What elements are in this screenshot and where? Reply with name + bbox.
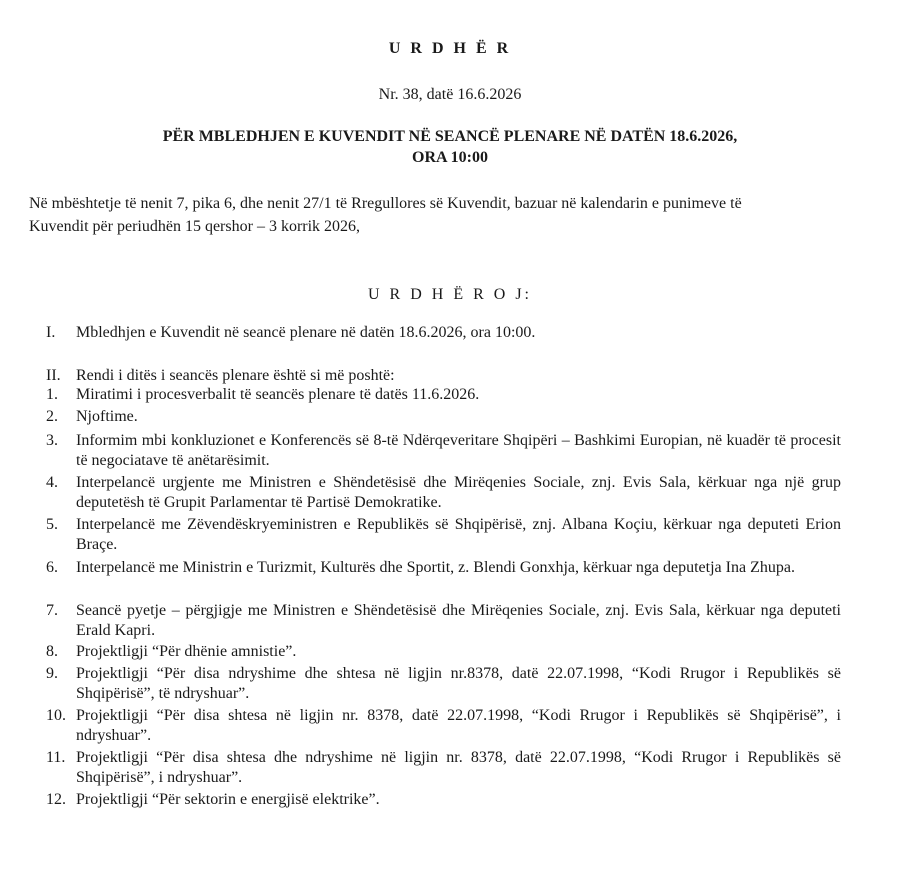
agenda-item (46, 473, 841, 513)
section-ii-text: Rendi i ditës i seancës plenare është si më poshtë: (76, 367, 395, 384)
section-i (46, 323, 846, 343)
agenda-item-text: Interpelancë urgjente me Ministren e Shëndetësisë dhe Mirëqenies Sociale, znj. Evis Sala, kërkuar nga një grup deputetësh të Grupit Parlamentar të Partisë Demokratike. (76, 474, 841, 511)
agenda-item-text: Projektligji “Për disa shtesa dhe ndryshime në ligjin nr. 8378, datë 22.07.1998, “Kodi Rrugor i Republikës së Shqipërisë”, i ndryshuar”. (76, 749, 841, 786)
agenda-item-number: 5. (46, 516, 58, 533)
agenda-item-number: 4. (46, 474, 58, 491)
agenda-item-text: Seancë pyetje – përgjigje me Ministren e Shëndetësisë dhe Mirëqenies Sociale, znj. Evis Sala, kërkuar nga deputeti Erald Kapri. (76, 602, 841, 639)
agenda-item-text: Projektligji “Për dhënie amnistie”. (76, 643, 297, 660)
agenda-item-text: Miratimi i procesverbalit të seancës plenare të datës 11.6.2026. (76, 386, 480, 403)
agenda-item-text: Informim mbi konkluzionet e Konferencës së 8-të Ndërqeveritare Shqipëri – Bashkimi Europian, në kuadër të procesit të negociatave të anëtarësimit. (76, 432, 841, 469)
agenda-item-text: Projektligji “Për disa ndryshime dhe shtesa në ligjin nr.8378, datë 22.07.1998, “Kodi Rrugor i Republikës së Shqipërisë”, të ndryshuar”. (76, 665, 841, 702)
document-subject (0, 126, 900, 168)
agenda-item-number: 2. (46, 408, 58, 425)
agenda-item-number: 7. (46, 602, 58, 619)
section-ii (46, 366, 846, 386)
document-number: Nr. 38, datë 16.6.2026 (378, 86, 522, 103)
agenda-item (46, 431, 841, 471)
agenda-item (46, 706, 841, 746)
preamble-line-2: Kuvendit për periudhën 15 qershor – 3 korrik 2026, (29, 218, 361, 235)
section-i-number: I. (46, 324, 56, 341)
agenda-item (46, 407, 841, 427)
agenda-item-number: 8. (46, 643, 58, 660)
agenda-item-text: Interpelancë me Ministrin e Turizmit, Kulturës dhe Sportit, z. Blendi Gonxhja, kërkuar nga deputetja Ina Zhupa. (76, 559, 795, 576)
agenda-item (46, 558, 841, 578)
agenda-item-number: 3. (46, 432, 58, 449)
agenda-item (46, 642, 841, 662)
agenda-item-number: 6. (46, 559, 58, 576)
section-i-text: Mbledhjen e Kuvendit në seancë plenare në datën 18.6.2026, ora 10:00. (76, 324, 536, 341)
preamble-line-1: Në mbështetje të nenit 7, pika 6, dhe nenit 27/1 të Rregullores së Kuvendit, bazuar në kalendarin e punimeve të (29, 195, 742, 212)
agenda-item-text: Projektligji “Për sektorin e energjisë elektrike”. (76, 791, 380, 808)
agenda-item-text: Projektligji “Për disa shtesa në ligjin nr. 8378, datë 22.07.1998, “Kodi Rrugor i Republikës së Shqipërisë”, i ndryshuar”. (76, 707, 841, 744)
preamble (29, 192, 837, 238)
agenda-item (46, 748, 841, 788)
agenda-item (46, 601, 841, 641)
agenda-item-text: Njoftime. (76, 408, 138, 425)
agenda-item-number: 10. (46, 707, 66, 724)
section-ii-number: II. (46, 367, 61, 384)
ordain-heading: U R D H Ë R O J: (367, 286, 532, 303)
agenda-item (46, 664, 841, 704)
agenda-item-text: Interpelancë me Zëvendëskryeministren e Republikës së Shqipërisë, znj. Albana Koçiu, kërkuar nga deputeti Erion Braçe. (76, 516, 841, 553)
agenda-item (46, 790, 841, 810)
document-title: U R D H Ë R (388, 40, 512, 57)
agenda-item (46, 515, 841, 555)
agenda-item (46, 385, 841, 405)
subject-line-2: ORA 10:00 (412, 149, 488, 166)
agenda-item-number: 12. (46, 791, 66, 808)
agenda-item-number: 1. (46, 386, 58, 403)
subject-line-1: PËR MBLEDHJEN E KUVENDIT NË SEANCË PLENARE NË DATËN 18.6.2026, (162, 128, 738, 145)
agenda-item-number: 9. (46, 665, 58, 682)
agenda-item-number: 11. (46, 749, 66, 766)
